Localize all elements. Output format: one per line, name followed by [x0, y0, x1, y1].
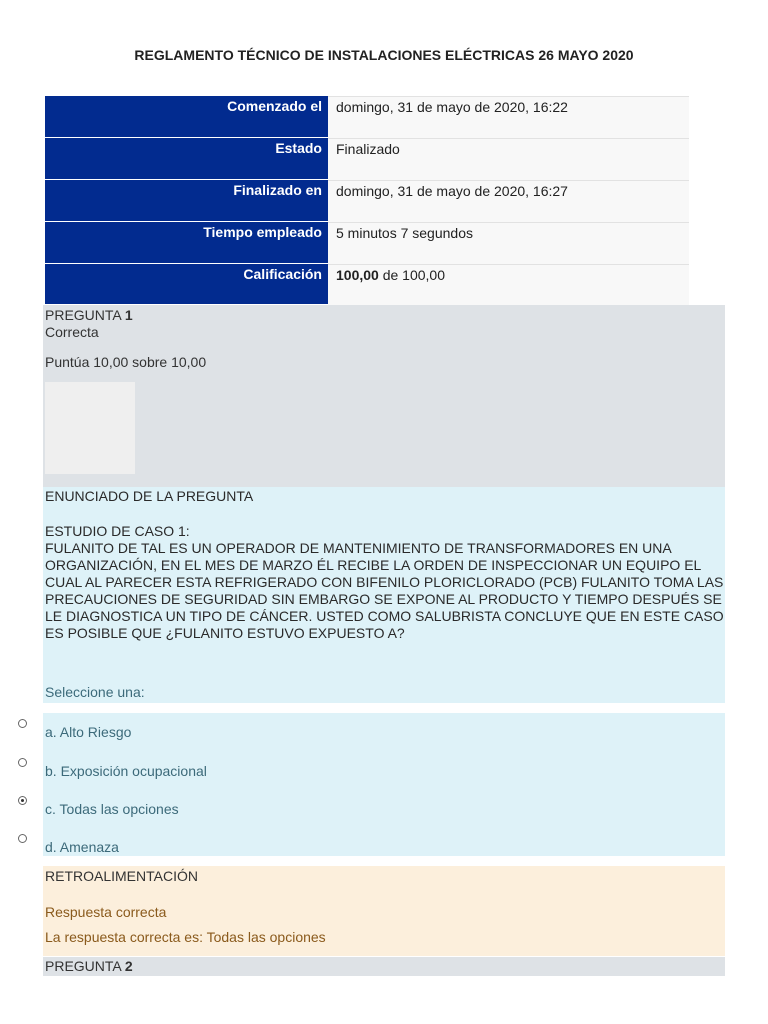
option-b[interactable] [18, 756, 207, 779]
feedback-block [43, 866, 725, 956]
grade-max: de 100,00 [378, 267, 445, 283]
attempt-summary-table [45, 96, 689, 305]
option-a[interactable] [18, 717, 132, 740]
summary-value: domingo, 31 de mayo de 2020, 16:22 [328, 96, 689, 138]
feedback-result: Respuesta correcta [45, 904, 167, 920]
option-c[interactable] [18, 794, 179, 817]
summary-row-time-taken [45, 222, 689, 264]
option-label[interactable]: a. Alto Riesgo [45, 724, 132, 740]
summary-label: Comenzado el [45, 96, 328, 138]
option-label[interactable]: d. Amenaza [45, 839, 119, 855]
radio-icon[interactable] [18, 758, 27, 767]
summary-row-grade [45, 264, 689, 305]
answer-options [43, 713, 725, 856]
question-number: 2 [124, 958, 133, 974]
question-heading-word: PREGUNTA [45, 307, 125, 323]
radio-selected-icon[interactable] [18, 796, 27, 805]
option-label[interactable]: b. Exposición ocupacional [45, 763, 207, 779]
flag-question-box[interactable] [45, 382, 135, 474]
question-2-info [43, 957, 725, 976]
summary-label: Estado [45, 138, 328, 180]
question-heading [45, 958, 133, 974]
feedback-heading: RETROALIMENTACIÓN [45, 868, 198, 884]
feedback-correct-answer: La respuesta correcta es: Todas las opciones [45, 929, 326, 945]
option-label[interactable]: c. Todas las opciones [45, 801, 179, 817]
radio-icon[interactable] [18, 834, 27, 843]
summary-row-started [45, 96, 689, 138]
question-text-heading: ENUNCIADO DE LA PREGUNTA [45, 488, 254, 504]
grade-score: 100,00 [336, 267, 379, 283]
question-grade: Puntúa 10,00 sobre 10,00 [45, 354, 207, 370]
summary-label: Tiempo empleado [45, 222, 328, 264]
summary-label: Calificación [45, 264, 328, 305]
summary-value [328, 264, 689, 305]
case-study-body: FULANITO DE TAL ES UN OPERADOR DE MANTENIMIENTO DE TRANSFORMADORES EN UNA ORGANIZACIÓN, EN EL MES DE MARZO ÉL RECIBE LA ORDEN DE INSPECCIONAR UN EQUIPO EL CUAL AL PARECER ESTA REFRIGERADO CON BIFENILO PLORICLORADO (PCB) FULANITO TOMA LAS PRECAUCIONES DE SEGURIDAD SIN EMBARGO SE EXPONE AL PRODUCTO Y TIEMPO DESPUÉS SE LE DIAGNOSTICA UN TIPO DE CÁNCER. USTED COMO SALUBRISTA CONCLUYE QUE EN ESTE CASO ES POSIBLE QUE ¿FULANITO ESTUVO EXPUESTO A? [45, 540, 724, 641]
summary-value: Finalizado [328, 138, 689, 180]
document-title: REGLAMENTO TÉCNICO DE INSTALACIONES ELÉCTRICAS 26 MAYO 2020 [134, 47, 634, 63]
question-heading [45, 307, 133, 323]
summary-row-state [45, 138, 689, 180]
case-study-title: ESTUDIO DE CASO 1: [45, 523, 190, 539]
select-one-prompt: Seleccione una: [45, 684, 145, 700]
question-heading-word: PREGUNTA [45, 958, 125, 974]
radio-icon[interactable] [18, 719, 27, 728]
summary-row-finished [45, 180, 689, 222]
question-1-info [43, 305, 725, 487]
summary-value: 5 minutos 7 segundos [328, 222, 689, 264]
question-1-text [43, 487, 725, 703]
question-number: 1 [124, 307, 133, 323]
option-d[interactable] [18, 832, 119, 855]
summary-value: domingo, 31 de mayo de 2020, 16:27 [328, 180, 689, 222]
question-state: Correcta [45, 324, 99, 340]
summary-label: Finalizado en [45, 180, 328, 222]
